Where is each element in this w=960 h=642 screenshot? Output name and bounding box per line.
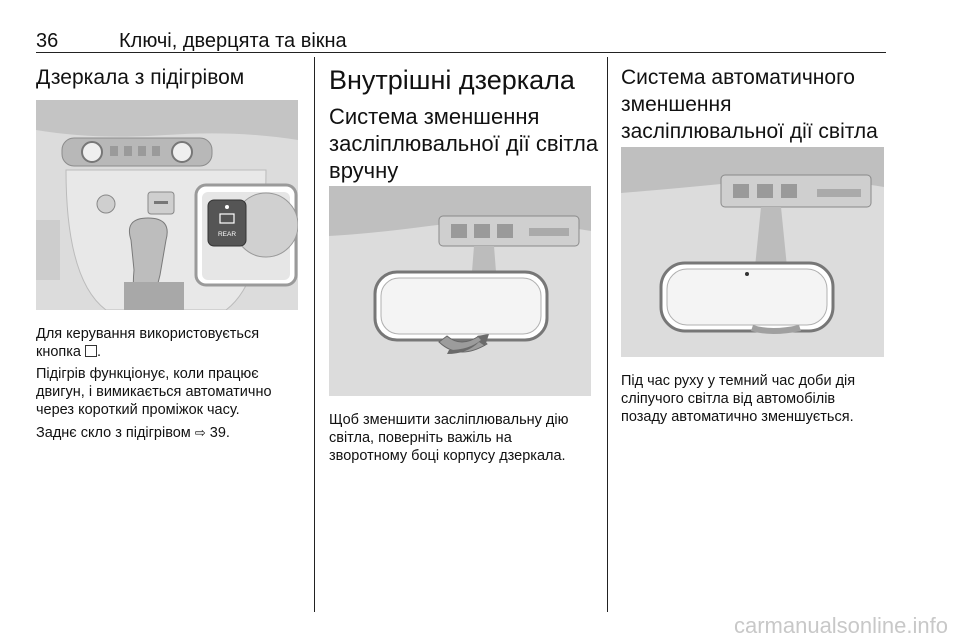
text-line: позаду автоматично зменшується. xyxy=(621,409,854,425)
heading-line: засліплювальної дії світла xyxy=(329,131,599,156)
text-fragment: кнопка xyxy=(36,344,81,360)
text-line xyxy=(36,343,259,361)
heading-line: вручну xyxy=(329,158,399,183)
text-line: зворотному боці корпусу дзеркала. xyxy=(329,448,566,464)
page-reference-link[interactable]: 39. xyxy=(209,425,230,441)
paragraph-rear-window-reference xyxy=(36,424,230,442)
paragraph-manual-antiglare xyxy=(329,411,568,465)
heading-line: Система автоматичного xyxy=(621,66,855,89)
text-line: двигун, і вимикається автоматично xyxy=(36,384,272,400)
section-title-interior-mirrors: Внутрішні дзеркала xyxy=(329,65,575,95)
page-number: 36 xyxy=(36,30,59,52)
text-line: світла, поверніть важіль на xyxy=(329,430,512,446)
heading-line: засліплювальної дії світла xyxy=(621,120,878,143)
figure-console-button xyxy=(36,100,298,310)
header-rule xyxy=(36,52,886,53)
heading-line: зменшення xyxy=(621,93,732,116)
section-title-automatic-antiglare xyxy=(621,64,878,145)
text-fragment: Заднє скло з підігрівом xyxy=(36,425,191,441)
rear-button-label: REAR xyxy=(217,231,237,238)
paragraph-automatic-antiglare xyxy=(621,372,855,426)
paragraph-button-usage xyxy=(36,325,259,361)
figure-automatic-mirror xyxy=(621,147,884,357)
watermark: carmanualsonline.info xyxy=(733,613,948,638)
text-fragment: . xyxy=(97,344,102,360)
rear-window-heater-icon xyxy=(85,345,97,357)
page-reference-arrow-icon: ⇨ xyxy=(194,425,206,440)
text-line: Підігрів функціонує, коли працює xyxy=(36,366,259,382)
text-line: Для керування використовується xyxy=(36,326,260,342)
text-line: сліпучого світла від автомобілів xyxy=(621,391,836,407)
subsection-title-manual-antiglare xyxy=(329,103,598,184)
chapter-title: Ключі, дверцята та вікна xyxy=(119,30,347,52)
figure-manual-mirror xyxy=(329,186,591,396)
text-line: Під час руху у темний час доби дія xyxy=(621,373,856,389)
heading-line: Система зменшення xyxy=(329,104,540,129)
text-line: через короткий проміжок часу. xyxy=(36,402,240,418)
section-title-heated-mirrors: Дзеркала з підігрівом xyxy=(36,66,245,89)
paragraph-heating-function xyxy=(36,365,272,419)
column-separator-2 xyxy=(607,57,608,612)
text-line: Щоб зменшити засліплювальну дію xyxy=(329,412,569,428)
column-separator-1 xyxy=(314,57,315,612)
